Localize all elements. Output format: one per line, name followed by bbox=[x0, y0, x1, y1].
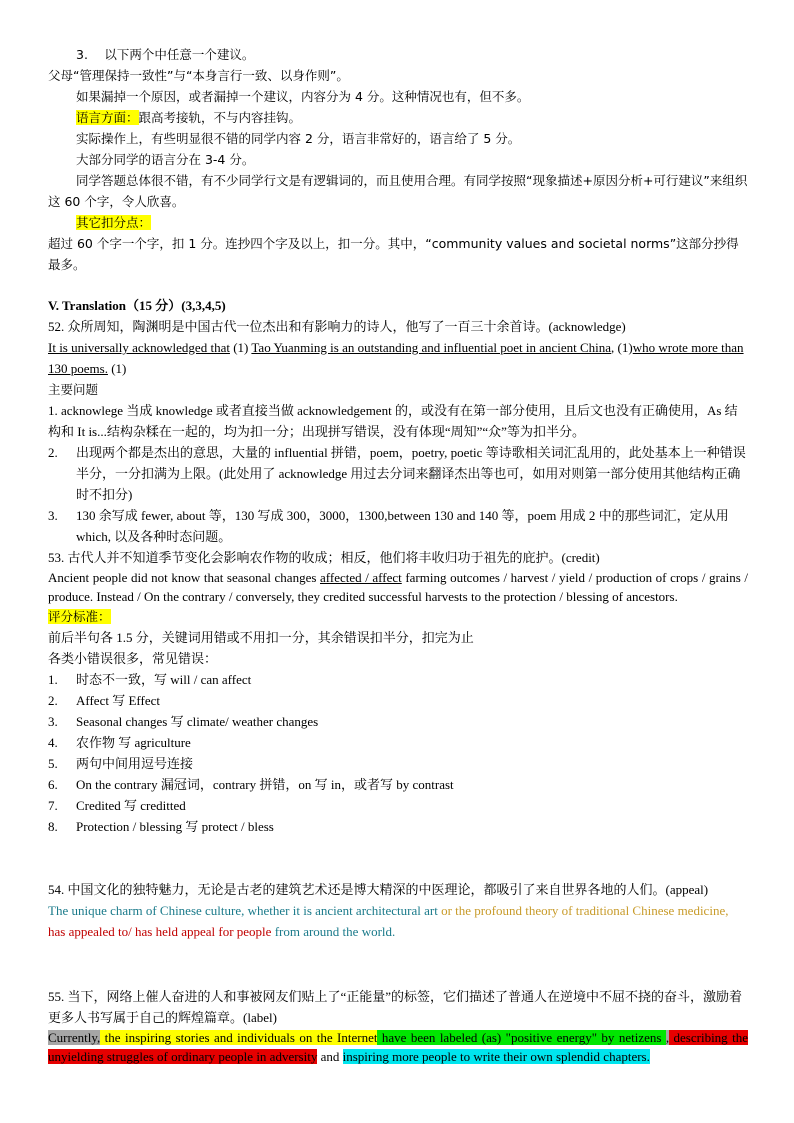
answer-53-part1: Ancient people did not know that seasonal changes bbox=[48, 570, 320, 585]
error-item-text: 时态不一致，写 will / can affect bbox=[76, 672, 252, 687]
other-deduction-line bbox=[48, 212, 748, 233]
criteria-label: 评分标准： bbox=[48, 609, 111, 624]
error-item-number: 4. bbox=[48, 735, 58, 750]
error-item-text: Seasonal changes 写 climate/ weather changes bbox=[76, 714, 319, 729]
paragraph-line: 大部分同学的语言分在 3-4 分。 bbox=[76, 152, 255, 167]
other-deduction-label: 其它扣分点： bbox=[76, 215, 152, 230]
paragraph-line: 超过 60 个字一个字，扣 1 分。连抄四个字及以上，扣一分。其中，“community values and societal norms”这部分抄得最多。 bbox=[48, 236, 739, 272]
answer-52-part6: (1) bbox=[107, 361, 127, 376]
issue-2-number: 2. bbox=[48, 445, 58, 460]
criteria-line bbox=[48, 606, 748, 627]
answer-52-part3: Tao Yuanming is an outstanding and influential poet in ancient China bbox=[251, 340, 612, 355]
question-55: 55. 当下，网络上催人奋进的人和事被网友们贴上了“正能量”的标签，它们描述了普通人在逆境中不屈不挠的奋斗，激励着更多人书写属于自己的辉煌篇章。(label) bbox=[48, 989, 743, 1025]
error-item bbox=[48, 816, 748, 837]
question-54: 54. 中国文化的独特魅力，无论是古老的建筑艺术还是博大精深的中医理论，都吸引了来自世界各地的人们。(appeal) bbox=[48, 882, 709, 897]
language-line bbox=[48, 107, 748, 128]
error-item-text: On the contrary 漏冠词，contrary 拼错，on 写 in，或者写 by contrast bbox=[76, 777, 454, 792]
answer-54-part3: has appealed to/ has held appeal for people bbox=[48, 924, 275, 939]
paragraph-line: 如果漏掉一个原因，或者漏掉一个建议，内容分为 4 分。这种情况也有，但不多。 bbox=[76, 89, 530, 104]
error-item-number: 5. bbox=[48, 756, 58, 771]
error-item bbox=[48, 774, 748, 795]
issue-3 bbox=[48, 505, 748, 547]
error-item bbox=[48, 795, 748, 816]
answer-54-part1: The unique charm of Chinese culture, whether it is ancient architectural art bbox=[48, 903, 442, 918]
answer-52-part5: who wrote more than 130 poems. bbox=[48, 340, 744, 376]
error-item-text: 两句中间用逗号连接 bbox=[76, 756, 194, 771]
errors-list bbox=[48, 669, 748, 837]
answer-55-part6: and bbox=[317, 1049, 343, 1064]
error-item-number: 1. bbox=[48, 672, 58, 687]
error-item bbox=[48, 669, 748, 690]
answer-53 bbox=[48, 568, 748, 606]
section-heading: V. Translation（15 分）(3,3,4,5) bbox=[48, 298, 226, 313]
answer-54-part4: from around the world. bbox=[274, 924, 396, 939]
error-item bbox=[48, 711, 748, 732]
error-item-number: 7. bbox=[48, 798, 58, 813]
answer-53-part2: affected / affect bbox=[320, 570, 402, 585]
answer-54-part2: or the profound theory of traditional Chinese medicine, bbox=[441, 903, 729, 918]
errors-intro: 各类小错误很多，常见错误： bbox=[48, 651, 218, 666]
error-item bbox=[48, 690, 748, 711]
item-3: 3. 以下两个中任意一个建议。 bbox=[76, 47, 255, 62]
error-item-number: 8. bbox=[48, 819, 58, 834]
language-label: 语言方面： bbox=[76, 110, 139, 125]
issue-3-number: 3. bbox=[48, 508, 58, 523]
paragraph-line: 实际操作上，有些明显很不错的同学内容 2 分，语言非常好的，语言给了 5 分。 bbox=[76, 131, 521, 146]
error-item-number: 3. bbox=[48, 714, 58, 729]
document-page bbox=[48, 44, 748, 1066]
answer-55-part1: Currently, bbox=[48, 1030, 101, 1045]
error-item-text: Affect 写 Effect bbox=[76, 693, 160, 708]
answer-55-part5: describing the unyielding struggles of ordinary people in adversity bbox=[48, 1030, 748, 1064]
answer-53-part3: farming outcomes / harvest / yield / production of crops / grains / produce. Instead / On the contrary / conversely, they credited successful harvests to the protection / blessing of ancestors. bbox=[48, 570, 748, 604]
error-item bbox=[48, 732, 748, 753]
answer-55-part7: inspiring more people to write their own splendid chapters. bbox=[342, 1049, 650, 1064]
question-52: 52. 众所周知，陶渊明是中国古代一位杰出和有影响力的诗人，他写了一百三十余首诗。(acknowledge) bbox=[48, 319, 626, 334]
paragraph-line: 父母“管理保持一致性”与“本身言行一致、以身作则”。 bbox=[48, 68, 349, 83]
issue-1: 1. acknowlege 当成 knowledge 或者直接当做 acknowledgement 的，或没有在第一部分使用，且后文也没有正确使用，As 结构和 It is...结构杂糅在一起的，均为扣一分；出现拼写错误，没有体现“周知”“众”等为扣半分。 bbox=[48, 403, 738, 439]
criteria-text: 前后半句各 1.5 分，关键词用错或不用扣一分，其余错误扣半分，扣完为止 bbox=[48, 630, 474, 645]
answer-52-part4: , (1) bbox=[611, 340, 633, 355]
answer-52-part2: (1) bbox=[229, 340, 252, 355]
answer-55-part2: the inspiring stories and individuals on the Internet bbox=[100, 1030, 378, 1045]
error-item-text: Protection / blessing 写 protect / bless bbox=[76, 819, 274, 834]
issue-3-text: 130 余写成 fewer, about 等，130 写成 300，3000，1300,between 130 and 140 等，poem 用成 2 中的那些词汇，定从用 which, 以及各种时态问题。 bbox=[76, 508, 729, 544]
issues-title: 主要问题 bbox=[48, 382, 99, 397]
error-item-number: 6. bbox=[48, 777, 58, 792]
issue-2-text: 出现两个都是杰出的意思，大量的 influential 拼错，poem，poetry, poetic 等诗歌相关词汇乱用的，此处基本上一种错误半分，一分扣满为上限。(此处用了 acknowledge 用过去分词来翻译杰出等也可，如用对则第一部分使用其他结构正确时不扣分) bbox=[76, 445, 746, 502]
paragraph-line: 同学答题总体很不错，有不少同学行文是有逻辑词的，而且使用合理。有同学按照“现象描述+原因分析+可行建议”来组织这 60 个字，令人欣喜。 bbox=[48, 173, 748, 209]
answer-55 bbox=[48, 1028, 748, 1066]
error-item-text: Credited 写 creditted bbox=[76, 798, 186, 813]
issue-2 bbox=[48, 442, 748, 505]
language-text: 跟高考接轨，不与内容挂钩。 bbox=[138, 110, 302, 125]
answer-52 bbox=[48, 337, 748, 379]
answer-55-part4: , bbox=[665, 1030, 670, 1045]
error-item-number: 2. bbox=[48, 693, 58, 708]
answer-52-part1: It is universally acknowledged that bbox=[48, 340, 230, 355]
error-item-text: 农作物 写 agriculture bbox=[76, 735, 191, 750]
error-item bbox=[48, 753, 748, 774]
question-53: 53. 古代人并不知道季节变化会影响农作物的收成；相反，他们将丰收归功于祖先的庇护。(credit) bbox=[48, 550, 600, 565]
answer-54 bbox=[48, 900, 748, 942]
answer-55-part3: have been labeled (as) "positive energy" by netizens bbox=[377, 1030, 666, 1045]
